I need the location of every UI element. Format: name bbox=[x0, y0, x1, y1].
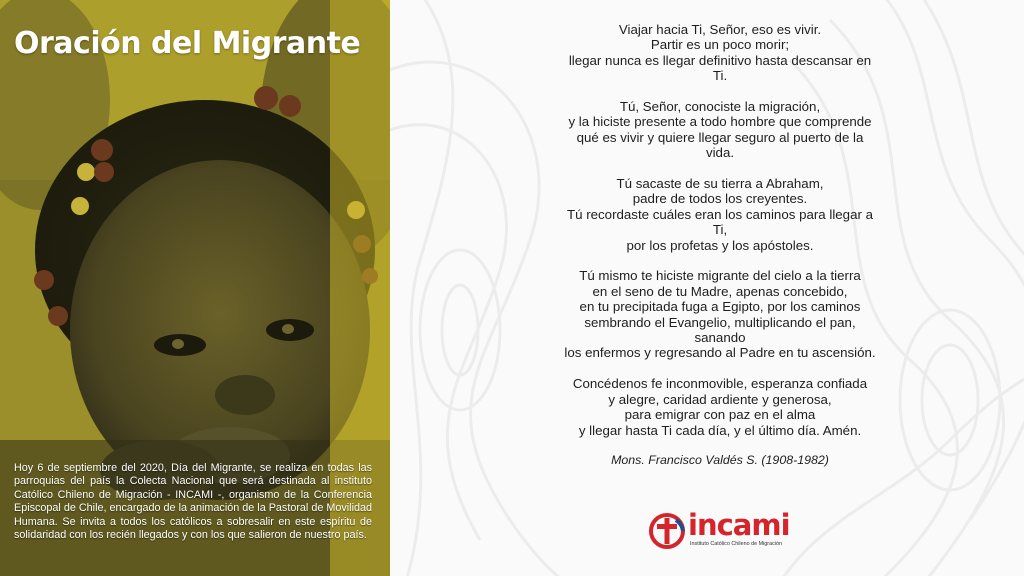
prayer-line: Tú recordaste cuáles eran los caminos para llegar a bbox=[567, 206, 873, 222]
prayer-stanza bbox=[540, 99, 900, 161]
prayer-line: para emigrar con paz en el alma bbox=[624, 407, 816, 423]
prayer-stanza bbox=[540, 22, 900, 84]
right-panel bbox=[390, 0, 1024, 576]
prayer-line: sembrando el Evangelio, multiplicando el pan, bbox=[584, 314, 856, 330]
prayer-line: por los profetas y los apóstoles. bbox=[626, 237, 814, 253]
prayer-line: qué es vivir y quiere llegar seguro al puerto de la bbox=[576, 129, 864, 145]
prayer-line: Ti, bbox=[712, 222, 728, 238]
prayer-line: sanando bbox=[694, 330, 746, 346]
prayer-line: Viajar hacia Ti, Señor, eso es vivir. bbox=[618, 22, 822, 37]
prayer-stanza bbox=[540, 376, 900, 438]
prayer-line: y llegar hasta Ti cada día, y el último día. Amén. bbox=[578, 422, 862, 438]
prayer-line: vida. bbox=[705, 145, 735, 161]
prayer-line: en tu precipitada fuga a Egipto, por los caminos bbox=[579, 299, 861, 315]
intro-paragraph: Hoy 6 de septiembre del 2020, Día del Migrante, se realiza en todas las parroquias del país la Colecta Nacional que será destinada al instituto Católico Chileno de Migración - INCAMI -, organismo de la Conferencia Episcopal de Chile, encargado de la animación de la Pastoral de Movilidad Humana. Se invita a todos los católicos a sobresalir en este espíritu de solidaridad con los recién llegados y con los que salieron de nuestro país. bbox=[14, 462, 372, 542]
prayer-line: los enfermos y regresando al Padre en tu ascensión. bbox=[564, 345, 876, 361]
incami-logo bbox=[648, 508, 798, 552]
cross-circle-icon bbox=[648, 512, 686, 550]
prayer-stanza bbox=[540, 268, 900, 360]
page-title: Oración del Migrante bbox=[14, 26, 361, 61]
prayer-line: Tú mismo te hiciste migrante del cielo a la tierra bbox=[579, 268, 861, 284]
prayer-line: Tú, Señor, conociste la migración, bbox=[619, 99, 821, 115]
prayer-line: Partir es un poco morir; bbox=[650, 37, 790, 53]
prayer-line: y la hiciste presente a todo hombre que comprende bbox=[568, 114, 872, 130]
prayer-line: en el seno de tu Madre, apenas concebido, bbox=[592, 283, 848, 299]
prayer-author: Mons. Francisco Valdés S. (1908-1982) bbox=[611, 453, 829, 468]
prayer-stanza bbox=[540, 176, 900, 253]
prayer-line: y alegre, caridad ardiente y generosa, bbox=[608, 391, 832, 407]
prayer-line: Ti. bbox=[712, 68, 728, 84]
left-panel bbox=[0, 0, 390, 576]
prayer-text bbox=[540, 22, 900, 469]
logo-wordmark: incami bbox=[688, 508, 790, 542]
logo-subtitle: Instituto Católico Chileno de Migración bbox=[690, 541, 782, 547]
prayer-line: llegar nunca es llegar definitivo hasta descansar en bbox=[568, 52, 872, 68]
prayer-line: padre de todos los creyentes. bbox=[632, 191, 808, 207]
prayer-line: Tú sacaste de su tierra a Abraham, bbox=[616, 176, 824, 192]
prayer-line: Concédenos fe inconmovible, esperanza confiada bbox=[572, 376, 868, 392]
